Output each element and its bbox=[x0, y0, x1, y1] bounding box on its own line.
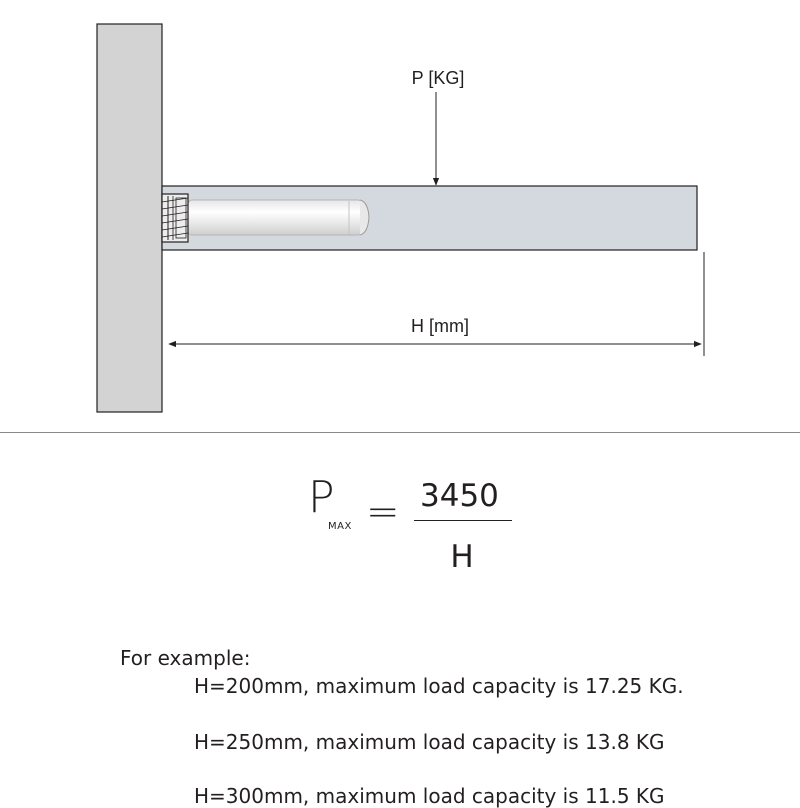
examples-intro: For example: bbox=[120, 646, 251, 670]
formula-equals-sign: = bbox=[366, 489, 400, 535]
formula-numerator: 3450 bbox=[420, 478, 499, 514]
pin-fixing-head bbox=[162, 194, 188, 242]
example-line: H=300mm, maximum load capacity is 11.5 KG bbox=[194, 784, 665, 808]
shelf-support-pin bbox=[188, 200, 369, 235]
formula-lhs-subscript: MAX bbox=[328, 521, 352, 532]
wall bbox=[97, 24, 162, 412]
formula-denominator: H bbox=[450, 539, 474, 575]
example-line: H=250mm, maximum load capacity is 13.8 KG bbox=[194, 730, 665, 754]
load-formula bbox=[0, 470, 800, 590]
formula-lhs-symbol: P bbox=[308, 472, 335, 523]
example-line: H=200mm, maximum load capacity is 17.25 KG. bbox=[194, 674, 684, 698]
length-label: H [mm] bbox=[411, 316, 469, 336]
load-label: P [KG] bbox=[411, 68, 465, 88]
section-divider bbox=[0, 432, 800, 433]
formula-fraction-bar bbox=[414, 520, 512, 521]
